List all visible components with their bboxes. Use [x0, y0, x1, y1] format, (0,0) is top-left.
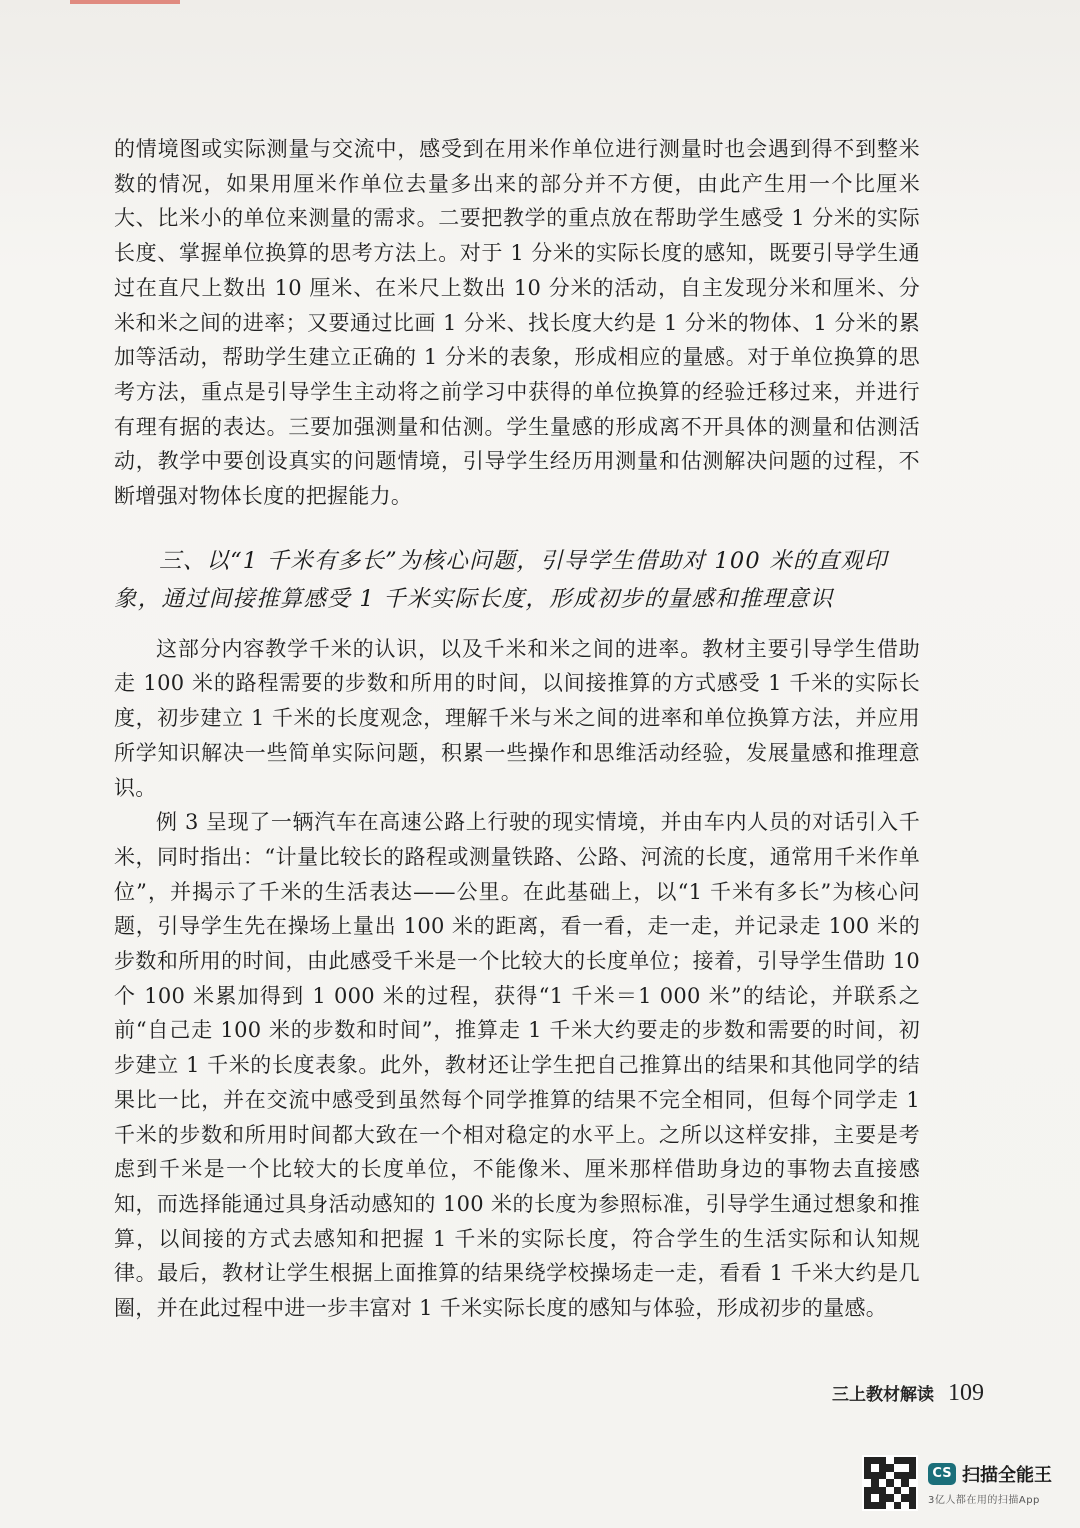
body-text	[114, 132, 920, 1326]
watermark-tagline: 3亿人都在用的扫描App	[928, 1494, 1040, 1506]
top-edge-mark	[70, 0, 180, 4]
qr-code-icon	[862, 1455, 918, 1511]
book-title: 三上教材解读	[832, 1385, 934, 1405]
watermark-text	[928, 1461, 1052, 1506]
paragraph-continued: 的情境图或实际测量与交流中，感受到在用米作单位进行测量时也会遇到得不到整米数的情况，如果用厘米作单位去量多出来的部分并不方便，由此产生用一个比厘米大、比米小的单位来测量的需求。二要把教学的重点放在帮助学生感受 1 分米的实际长度、掌握单位换算的思考方法上。对于 1 分米的实际长度的感知，既要引导学生通过在直尺上数出 10 厘米、在米尺上数出 10 分米的活动，自主发现分米和厘米、分米和米之间的进率；又要通过比画 1 分米、找长度大约是 1 分米的物体、1 分米的累加等活动，帮助学生建立正确的 1 分米的表象，形成相应的量感。对于单位换算的思考方法，重点是引导学生主动将之前学习中获得的单位换算的经验迁移过来，并进行有理有据的表达。三要加强测量和估测。学生量感的形成离不开具体的测量和估测活动，教学中要创设真实的问题情境，引导学生经历用测量和估测解决问题的过程，不断增强对物体长度的把握能力。	[114, 137, 920, 509]
watermark-app-name: 扫描全能王	[962, 1464, 1052, 1486]
page-number: 109	[948, 1380, 984, 1406]
scanner-watermark	[862, 1455, 1052, 1511]
section-heading: 三、以“1 千米有多长”为核心问题，引导学生借助对 100 米的直观印象，通过间接推算感受 1 千米实际长度，形成初步的量感和推理意识	[114, 547, 888, 612]
paragraph-section-intro: 这部分内容教学千米的认识，以及千米和米之间的进率。教材主要引导学生借助走 100 米的路程需要的步数和所用的时间，以间接推算的方式感受 1 千米的实际长度，初步建立 1 千米的长度观念，理解千米与米之间的进率和单位换算方法，并应用所学知识解决一些简单实际问题，积累一些操作和思维活动经验，发展量感和推理意识。	[114, 636, 920, 800]
page-footer	[832, 1380, 984, 1407]
camscanner-logo-icon: CS	[928, 1463, 956, 1485]
paragraph-example-3: 例 3 呈现了一辆汽车在高速公路上行驶的现实情境，并由车内人员的对话引入千米，同时指出：“计量比较长的路程或测量铁路、公路、河流的长度，通常用千米作单位”，并揭示了千米的生活表达——公里。在此基础上，以“1 千米有多长”为核心问题，引导学生先在操场上量出 100 米的距离，看一看，走一走，并记录走 100 米的步数和所用的时间，由此感受千米是一个比较大的长度单位；接着，引导学生借助 10 个 100 米累加得到 1 000 米的过程，获得“1 千米＝1 000 米”的结论，并联系之前“自己走 100 米的步数和时间”，推算走 1 千米大约要走的步数和需要的时间，初步建立 1 千米的长度表象。此外，教材还让学生把自己推算出的结果和其他同学的结果比一比，并在交流中感受到虽然每个同学推算的结果不完全相同，但每个同学走 1 千米的步数和所用时间都大致在一个相对稳定的水平上。之所以这样安排，主要是考虑到千米是一个比较大的长度单位，不能像米、厘米那样借助身边的事物去直接感知，而选择能通过具身活动感知的 100 米的长度为参照标准，引导学生通过想象和推算，以间接的方式去感知和把握 1 千米的实际长度，符合学生的生活实际和认知规律。最后，教材让学生根据上面推算的结果绕学校操场走一走，看看 1 千米大约是几圈，并在此过程中进一步丰富对 1 千米实际长度的感知与体验，形成初步的量感。	[114, 810, 920, 1321]
